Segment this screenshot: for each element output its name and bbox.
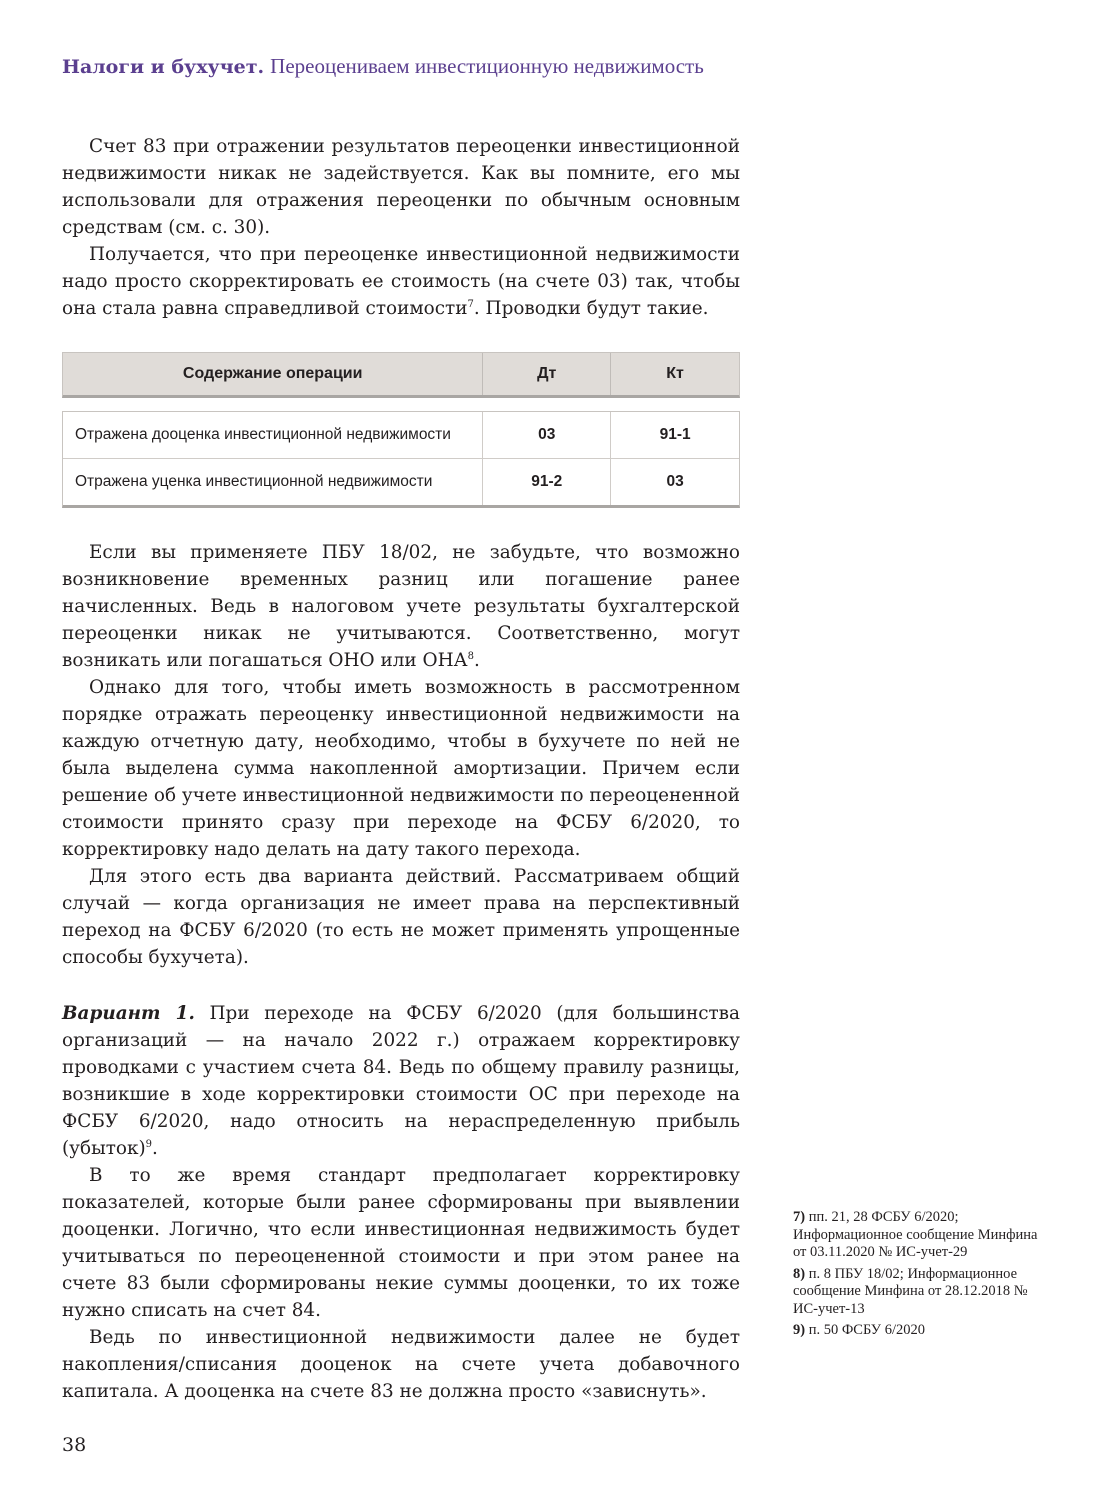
text: Если вы применяете ПБУ 18/02, не забудьте, что возможно возникновение временных разниц или погашение ранее начисленных. Ведь в налоговом учете результаты бухгалтерской переоценки никак не учитываются. Соответственно, могут возникать или погашаться ОНО или ОНА [62, 542, 740, 671]
variant-label: Вариант 1. [62, 1003, 195, 1024]
header-operation: Содержание операции [63, 353, 483, 395]
paragraph: Счет 83 при отражении результатов переоценки инвестиционной недвижимости никак не задействуется. Как вы помните, его мы использовали для отражения переоценки по обычным основным средствам (см. с. 30). [62, 136, 740, 238]
table-body [62, 411, 740, 508]
text: Получается, что при переоценке инвестиционной недвижимости надо просто скорректировать ее стоимость (на счете 03) так, чтобы она стала равна справедливой стоимости [62, 244, 740, 319]
table-row [63, 412, 739, 459]
table-header [62, 352, 740, 398]
footnote-ref: 7 [467, 298, 474, 310]
paragraph [62, 241, 740, 322]
footnote-text: п. 50 ФСБУ 6/2020 [808, 1322, 925, 1338]
header-credit: Кт [666, 365, 684, 382]
paragraph [62, 539, 740, 674]
cell-credit: 91-1 [659, 426, 691, 443]
cell-operation: Отражена дооценка инвестиционной недвижимости [63, 412, 483, 458]
footnote-text: пп. 21, 28 ФСБУ 6/2020; Информационное сообщение Минфина от 03.11.2020 № ИС-учет-29 [793, 1209, 1038, 1260]
cell-debit: 91-2 [483, 459, 611, 505]
paragraph: Ведь по инвестиционной недвижимости далее не будет накопления/списания дооценок на счете учета добавочного капитала. А дооценка на счете 83 не должна просто «зависнуть». [62, 1327, 740, 1402]
text: . [152, 1138, 158, 1159]
paragraph: Однако для того, чтобы иметь возможность в рассмотренном порядке отражать переоценку инвестиционной недвижимости на каждую отчетную дату, необходимо, чтобы в бухучете по ней не была выделена сумма накопленной амортизации. Причем если решение об учете инвестиционной недвижимости по переоцененной стоимости принято сразу при переходе на ФСБУ 6/2020, то корректировку надо делать на дату такого перехода. [62, 677, 740, 860]
footnote [793, 1266, 1053, 1319]
footnote [793, 1322, 1053, 1340]
text: При переходе на ФСБУ 6/2020 (для большинства организаций — на начало 2022 г.) отражаем корректировку проводками с участием счета 84. Ведь по общему правилу разницы, возникшие в ходе корректировки стоимости ОС при переходе на ФСБУ 6/2020, надо относить на нераспределенную прибыль (убыток) [62, 1003, 740, 1159]
footnote-number: 8) [793, 1265, 806, 1282]
paragraph: Для этого есть два варианта действий. Рассматриваем общий случай — когда организация не имеет права на перспективный переход на ФСБУ 6/2020 (то есть не может применять упрощенные способы бухучета). [62, 866, 740, 968]
cell-operation: Отражена уценка инвестиционной недвижимости [63, 459, 483, 505]
section-title: Налоги и бухучет. [62, 56, 265, 78]
article-title: Переоцениваем инвестиционную недвижимость [270, 54, 704, 78]
text-block-1 [62, 133, 740, 322]
footnote-text: п. 8 ПБУ 18/02; Информационное сообщение Минфина от 28.12.2018 № ИС-учет-13 [793, 1265, 1028, 1317]
text-block-3 [62, 1000, 740, 1405]
paragraph [62, 1000, 740, 1162]
table-row [63, 459, 739, 505]
footnote-ref: 9 [145, 1138, 152, 1150]
footnote-number: 9) [793, 1322, 806, 1338]
header-debit: Дт [483, 353, 611, 395]
running-header [62, 54, 704, 79]
page-number: 38 [62, 1434, 87, 1456]
paragraph: В то же время стандарт предполагает корректировку показателей, которые были ранее сформированы при выявлении дооценки. Логично, что если инвестиционная недвижимость будет учитываться по переоцененной стоимости и при этом ранее на счете 83 были сформированы некие суммы дооценки, то их тоже нужно списать на счет 84. [62, 1165, 740, 1321]
footnote-ref: 8 [467, 650, 474, 662]
text: . Проводки будут такие. [473, 298, 709, 319]
cell-credit: 03 [666, 473, 684, 490]
cell-debit: 03 [483, 412, 611, 458]
footnote-number: 7) [793, 1209, 806, 1225]
text: . [473, 650, 480, 671]
footnote [793, 1209, 1053, 1262]
footnotes [793, 1209, 1053, 1344]
text-block-2 [62, 539, 740, 971]
